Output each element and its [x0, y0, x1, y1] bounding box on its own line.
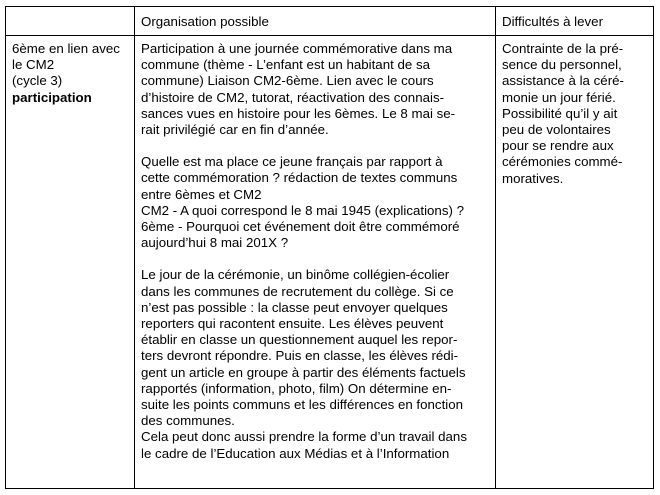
difficulties-line: Contrainte de la pré-: [502, 41, 624, 56]
header-organisation: Organisation possible: [135, 7, 496, 36]
organisation-paragraph: [141, 154, 489, 251]
difficulties-line: monie un jour férié.: [502, 89, 616, 105]
level-participation-label: participation: [12, 89, 92, 105]
level-line: le CM2: [12, 57, 55, 73]
organisation-line: sances vues en histoire pour les 6èmes. Le 8 mai se-: [141, 105, 456, 121]
organisation-paragraph: [141, 267, 489, 461]
organisation-line: ters devront répondre. Puis en classe, les élèves rédi-: [141, 348, 459, 364]
difficulties-line: cérémonies commé-: [502, 154, 623, 170]
organisation-line: CM2 - A quoi correspond le 8 mai 1945 (explications) ?: [141, 202, 464, 218]
level-line: 6ème en lien avec: [12, 41, 120, 56]
header-difficulties: Difficultés à lever: [496, 7, 654, 36]
organisation-line: rait privilégié car en fin d’année.: [141, 122, 329, 138]
difficulties-line: sence du personnel,: [502, 57, 622, 73]
organisation-line: 6ème - Pourquoi cet événement doit être commémoré: [141, 219, 460, 235]
organisation-line: entre 6èmes et CM2: [141, 186, 262, 202]
organisation-line: dans les communes de recrutement du collège. Si ce: [141, 283, 454, 299]
organisation-line: Le jour de la cérémonie, un binôme collégien-écolier: [141, 267, 450, 283]
organisation-line: d’histoire de CM2, tutorat, réactivation des connais-: [141, 89, 445, 105]
header-empty-cell: [6, 7, 135, 36]
organisation-line: rapportés (information, photo, film) On détermine en-: [141, 380, 452, 396]
organisation-line: reporters qui racontent ensuite. Les élèves peuvent: [141, 316, 444, 332]
difficulties-cell: [496, 36, 654, 489]
organisation-line: des communes.: [141, 413, 235, 429]
organisation-line: aujourd’hui 8 mai 201X ?: [141, 235, 289, 251]
document-table: [5, 6, 654, 489]
organisation-line: Participation à une journée commémorative dans ma: [141, 41, 453, 56]
difficulties-line: moratives.: [502, 170, 564, 186]
difficulties-text: [502, 41, 647, 187]
difficulties-line: Possibilité qu’il y ait: [502, 105, 618, 121]
difficulties-line: peu de volontaires: [502, 122, 611, 138]
organisation-line: suite les points communs et les différences en fonction: [141, 397, 464, 413]
level-cell: [6, 36, 135, 489]
organisation-cell: [135, 36, 496, 489]
organisation-line: cette commémoration ? rédaction de textes communs: [141, 170, 458, 186]
table-row: [6, 36, 654, 489]
organisation-line: n’est pas possible : la classe peut envoyer quelques: [141, 299, 448, 315]
difficulties-line: assistance à la céré-: [502, 73, 624, 89]
organisation-line: commune) Liaison CM2-6ème. Lien avec le cours: [141, 73, 434, 89]
organisation-line: Quelle est ma place ce jeune français par rapport à: [141, 154, 443, 170]
level-line: (cycle 3): [12, 73, 63, 89]
organisation-line: Cela peut donc aussi prendre la forme d’un travail dans: [141, 429, 467, 445]
difficulties-line: pour se rendre aux: [502, 138, 614, 154]
organisation-line: gent un article en groupe à partir des éléments factuels: [141, 364, 466, 380]
organisation-paragraph: [141, 41, 489, 138]
organisation-line: le cadre de l’Education aux Médias et à l’Information: [141, 445, 450, 461]
organisation-line: commune (thème - L’enfant est un habitant de sa: [141, 57, 431, 73]
header-row: [6, 7, 654, 36]
organisation-line: établir en classe un questionnement auquel les repor-: [141, 332, 458, 348]
